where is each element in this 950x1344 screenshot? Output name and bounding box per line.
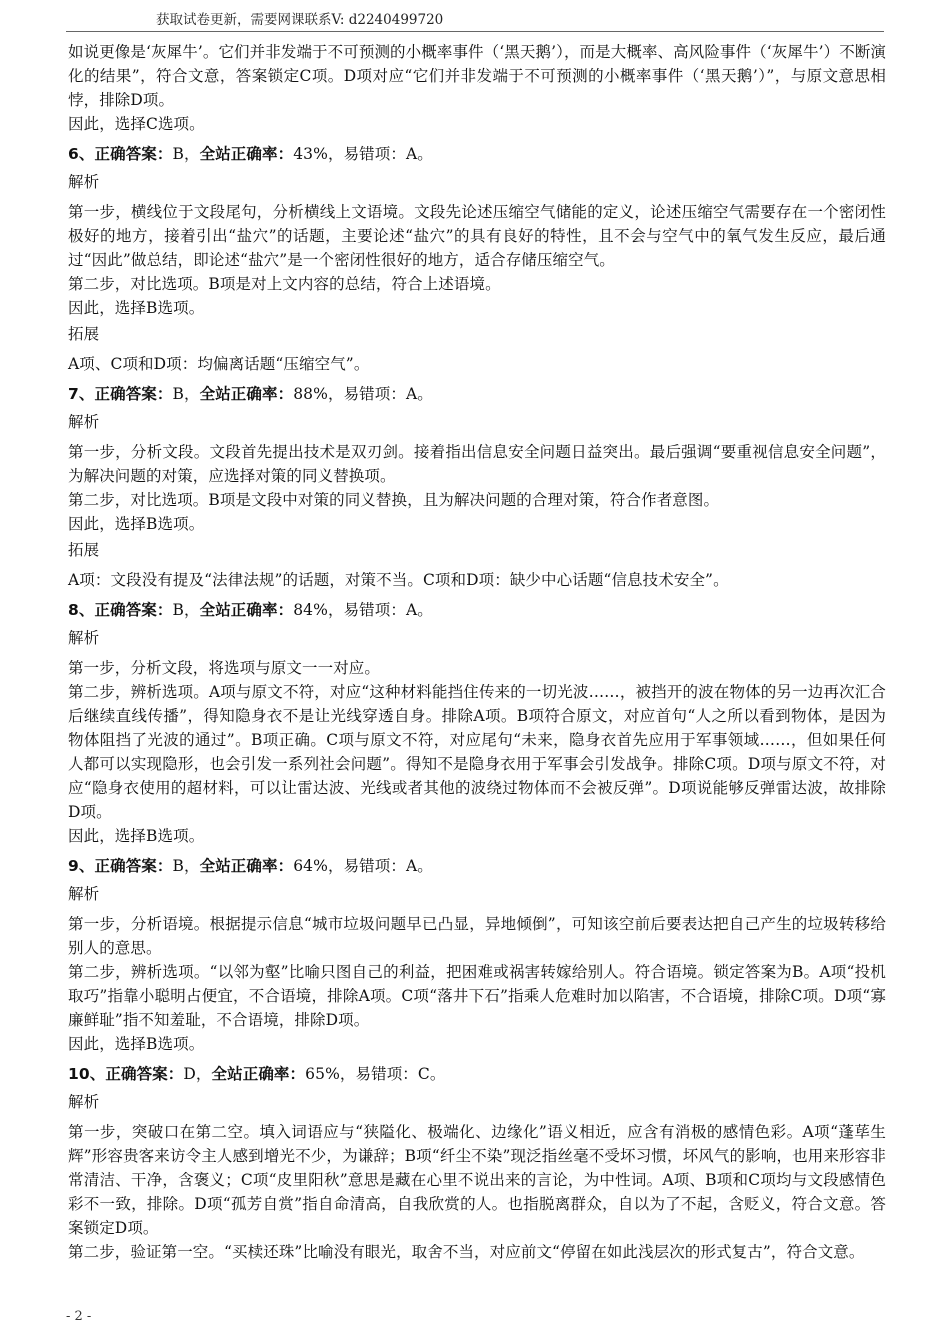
question-7-answer-line: [68, 382, 886, 406]
analysis-label: 解析: [68, 173, 100, 191]
analysis-label: 解析: [68, 1093, 100, 1111]
question-10-answer-line: [68, 1062, 886, 1086]
header-rule: [66, 31, 884, 32]
answer-label: 正确答案：: [94, 385, 173, 403]
extension-label: 拓展: [68, 541, 100, 559]
question-6-answer-line: [68, 142, 886, 166]
analysis-paragraph: 第二步，对比选项。B项是文段中对策的同义替换，且为解决问题的合理对策，符合作者意图。: [68, 491, 720, 509]
answer-label: 正确答案：: [94, 145, 173, 163]
answer-label: 正确答案：: [94, 857, 173, 875]
answer-value: B，: [172, 145, 200, 163]
rate-label: 全站正确率：: [199, 601, 294, 619]
analysis-label: 解析: [68, 885, 100, 903]
rate-value: 84%，易错项：A。: [293, 601, 433, 619]
analysis-paragraph: 第二步，对比选项。B项是对上文内容的总结，符合上述语境。: [68, 275, 501, 293]
document-body: [68, 40, 886, 1264]
extension-label: 拓展: [68, 325, 100, 343]
answer-label: 正确答案：: [94, 601, 173, 619]
rate-value: 43%，易错项：A。: [293, 145, 433, 163]
intro-paragraph: 如说更像是‘灰犀牛’。它们并非发端于不可预测的小概率事件（‘黑天鹅’），而是大概率、高风险事件（‘灰犀牛’）不断演化的结果”，符合文意，答案锁定C项。D项对应“它们并非发端于不可预测的小概率事件（‘黑天鹅’）”，与原文意思相悖，排除D项。: [68, 43, 887, 109]
rate-label: 全站正确率：: [199, 857, 294, 875]
intro-conclusion: 因此，选择C选项。: [68, 115, 205, 133]
extension-paragraph: A项：文段没有提及“法律法规”的话题，对策不当。C项和D项：缺少中心话题“信息技术安全”。: [68, 571, 729, 589]
analysis-paragraph: 因此，选择B选项。: [68, 299, 205, 317]
question-number: 10、: [68, 1065, 106, 1083]
analysis-paragraph: 第一步，横线位于文段尾句，分析横线上文语境。文段先论述压缩空气储能的定义，论述压缩空气需要存在一个密闭性极好的地方，接着引出“盐穴”的话题，主要论述“盐穴”的具有良好的特性，且不会与空气中的氧气发生反应，最后通过“因此”做总结，即论述“盐穴”是一个密闭性很好的地方，适合存储压缩空气。: [68, 203, 886, 269]
answer-value: B，: [172, 857, 200, 875]
rate-value: 88%，易错项：A。: [293, 385, 433, 403]
analysis-paragraph: 因此，选择B选项。: [68, 827, 205, 845]
analysis-paragraph: 第二步，验证第一空。“买椟还珠”比喻没有眼光，取舍不当，对应前文“停留在如此浅层次的形式复古”，符合文意。: [68, 1243, 865, 1261]
question-8-answer-line: [68, 598, 886, 622]
page-number: - 2 -: [66, 1309, 92, 1324]
question-number: 9、: [68, 857, 95, 875]
analysis-paragraph: 因此，选择B选项。: [68, 1035, 205, 1053]
rate-value: 65%，易错项：C。: [305, 1065, 446, 1083]
analysis-paragraph: 因此，选择B选项。: [68, 515, 205, 533]
analysis-label: 解析: [68, 413, 100, 431]
question-number: 6、: [68, 145, 95, 163]
rate-value: 64%，易错项：A。: [293, 857, 433, 875]
question-number: 7、: [68, 385, 95, 403]
question-number: 8、: [68, 601, 95, 619]
question-9-answer-line: [68, 854, 886, 878]
analysis-paragraph: 第一步，分析语境。根据提示信息“城市垃圾问题早已凸显，异地倾倒”，可知该空前后要表达把自己产生的垃圾转移给别人的意思。: [68, 915, 886, 957]
rate-label: 全站正确率：: [199, 145, 294, 163]
analysis-label: 解析: [68, 629, 100, 647]
analysis-paragraph: 第一步，分析文段。文段首先提出技术是双刃剑。接着指出信息安全问题日益突出。最后强调“要重视信息安全问题”，为解决问题的对策，应选择对策的同义替换项。: [68, 443, 886, 485]
answer-label: 正确答案：: [105, 1065, 184, 1083]
answer-value: B，: [172, 601, 200, 619]
header-contact-text: 获取试卷更新，需要网课联系V: d2240499720: [156, 12, 444, 28]
rate-label: 全站正确率：: [199, 385, 294, 403]
analysis-paragraph: 第二步，辨析选项。A项与原文不符，对应“这种材料能挡住传来的一切光波……，被挡开的波在物体的另一边再次汇合后继续直线传播”，得知隐身衣不是让光线穿透自身。排除A项。B项符合原文，对应首句“人之所以看到物体，是因为物体阻挡了光波的通过”。B项正确。C项与原文不符，对应尾句“未来，隐身衣首先应用于军事领域……，但如果任何人都可以实现隐形，也会引发一系列社会问题”。得知不是隐身衣用于军事会引发战争。排除C项。D项与原文不符，对应“隐身衣使用的超材料，可以让雷达波、光线或者其他的波绕过物体而不会被反弹”。D项说能够反弹雷达波，故排除D项。: [68, 683, 886, 821]
answer-value: D，: [183, 1065, 212, 1083]
analysis-paragraph: 第二步，辨析选项。“以邻为壑”比喻只图自己的利益，把困难或祸害转嫁给别人。符合语境。锁定答案为B。A项“投机取巧”指靠小聪明占便宜，不合语境，排除A项。C项“落井下石”指乘人危难时加以陷害，不合语境，排除C项。D项“寡廉鲜耻”指不知羞耻，不合语境，排除D项。: [68, 963, 886, 1029]
page-header: [0, 0, 950, 34]
rate-label: 全站正确率：: [211, 1065, 306, 1083]
extension-paragraph: A项、C项和D项：均偏离话题“压缩空气”。: [68, 355, 370, 373]
answer-value: B，: [172, 385, 200, 403]
analysis-paragraph: 第一步，突破口在第二空。填入词语应与“狭隘化、极端化、边缘化”语义相近，应含有消极的感情色彩。A项“蓬荜生辉”形容贵客来访令主人感到增光不少，为谦辞；B项“纤尘不染”现泛指丝毫不受坏习惯，坏风气的影响，也用来形容非常清洁、干净，含褒义；C项“皮里阳秋”意思是藏在心里不说出来的言论，为中性词。A项、B项和C项均与文段感情色彩不一致，排除。D项“孤芳自赏”指自命清高，自我欣赏的人。也指脱离群众，自以为了不起，含贬义，符合文意。答案锁定D项。: [68, 1123, 886, 1237]
analysis-paragraph: 第一步，分析文段，将选项与原文一一对应。: [68, 659, 381, 677]
